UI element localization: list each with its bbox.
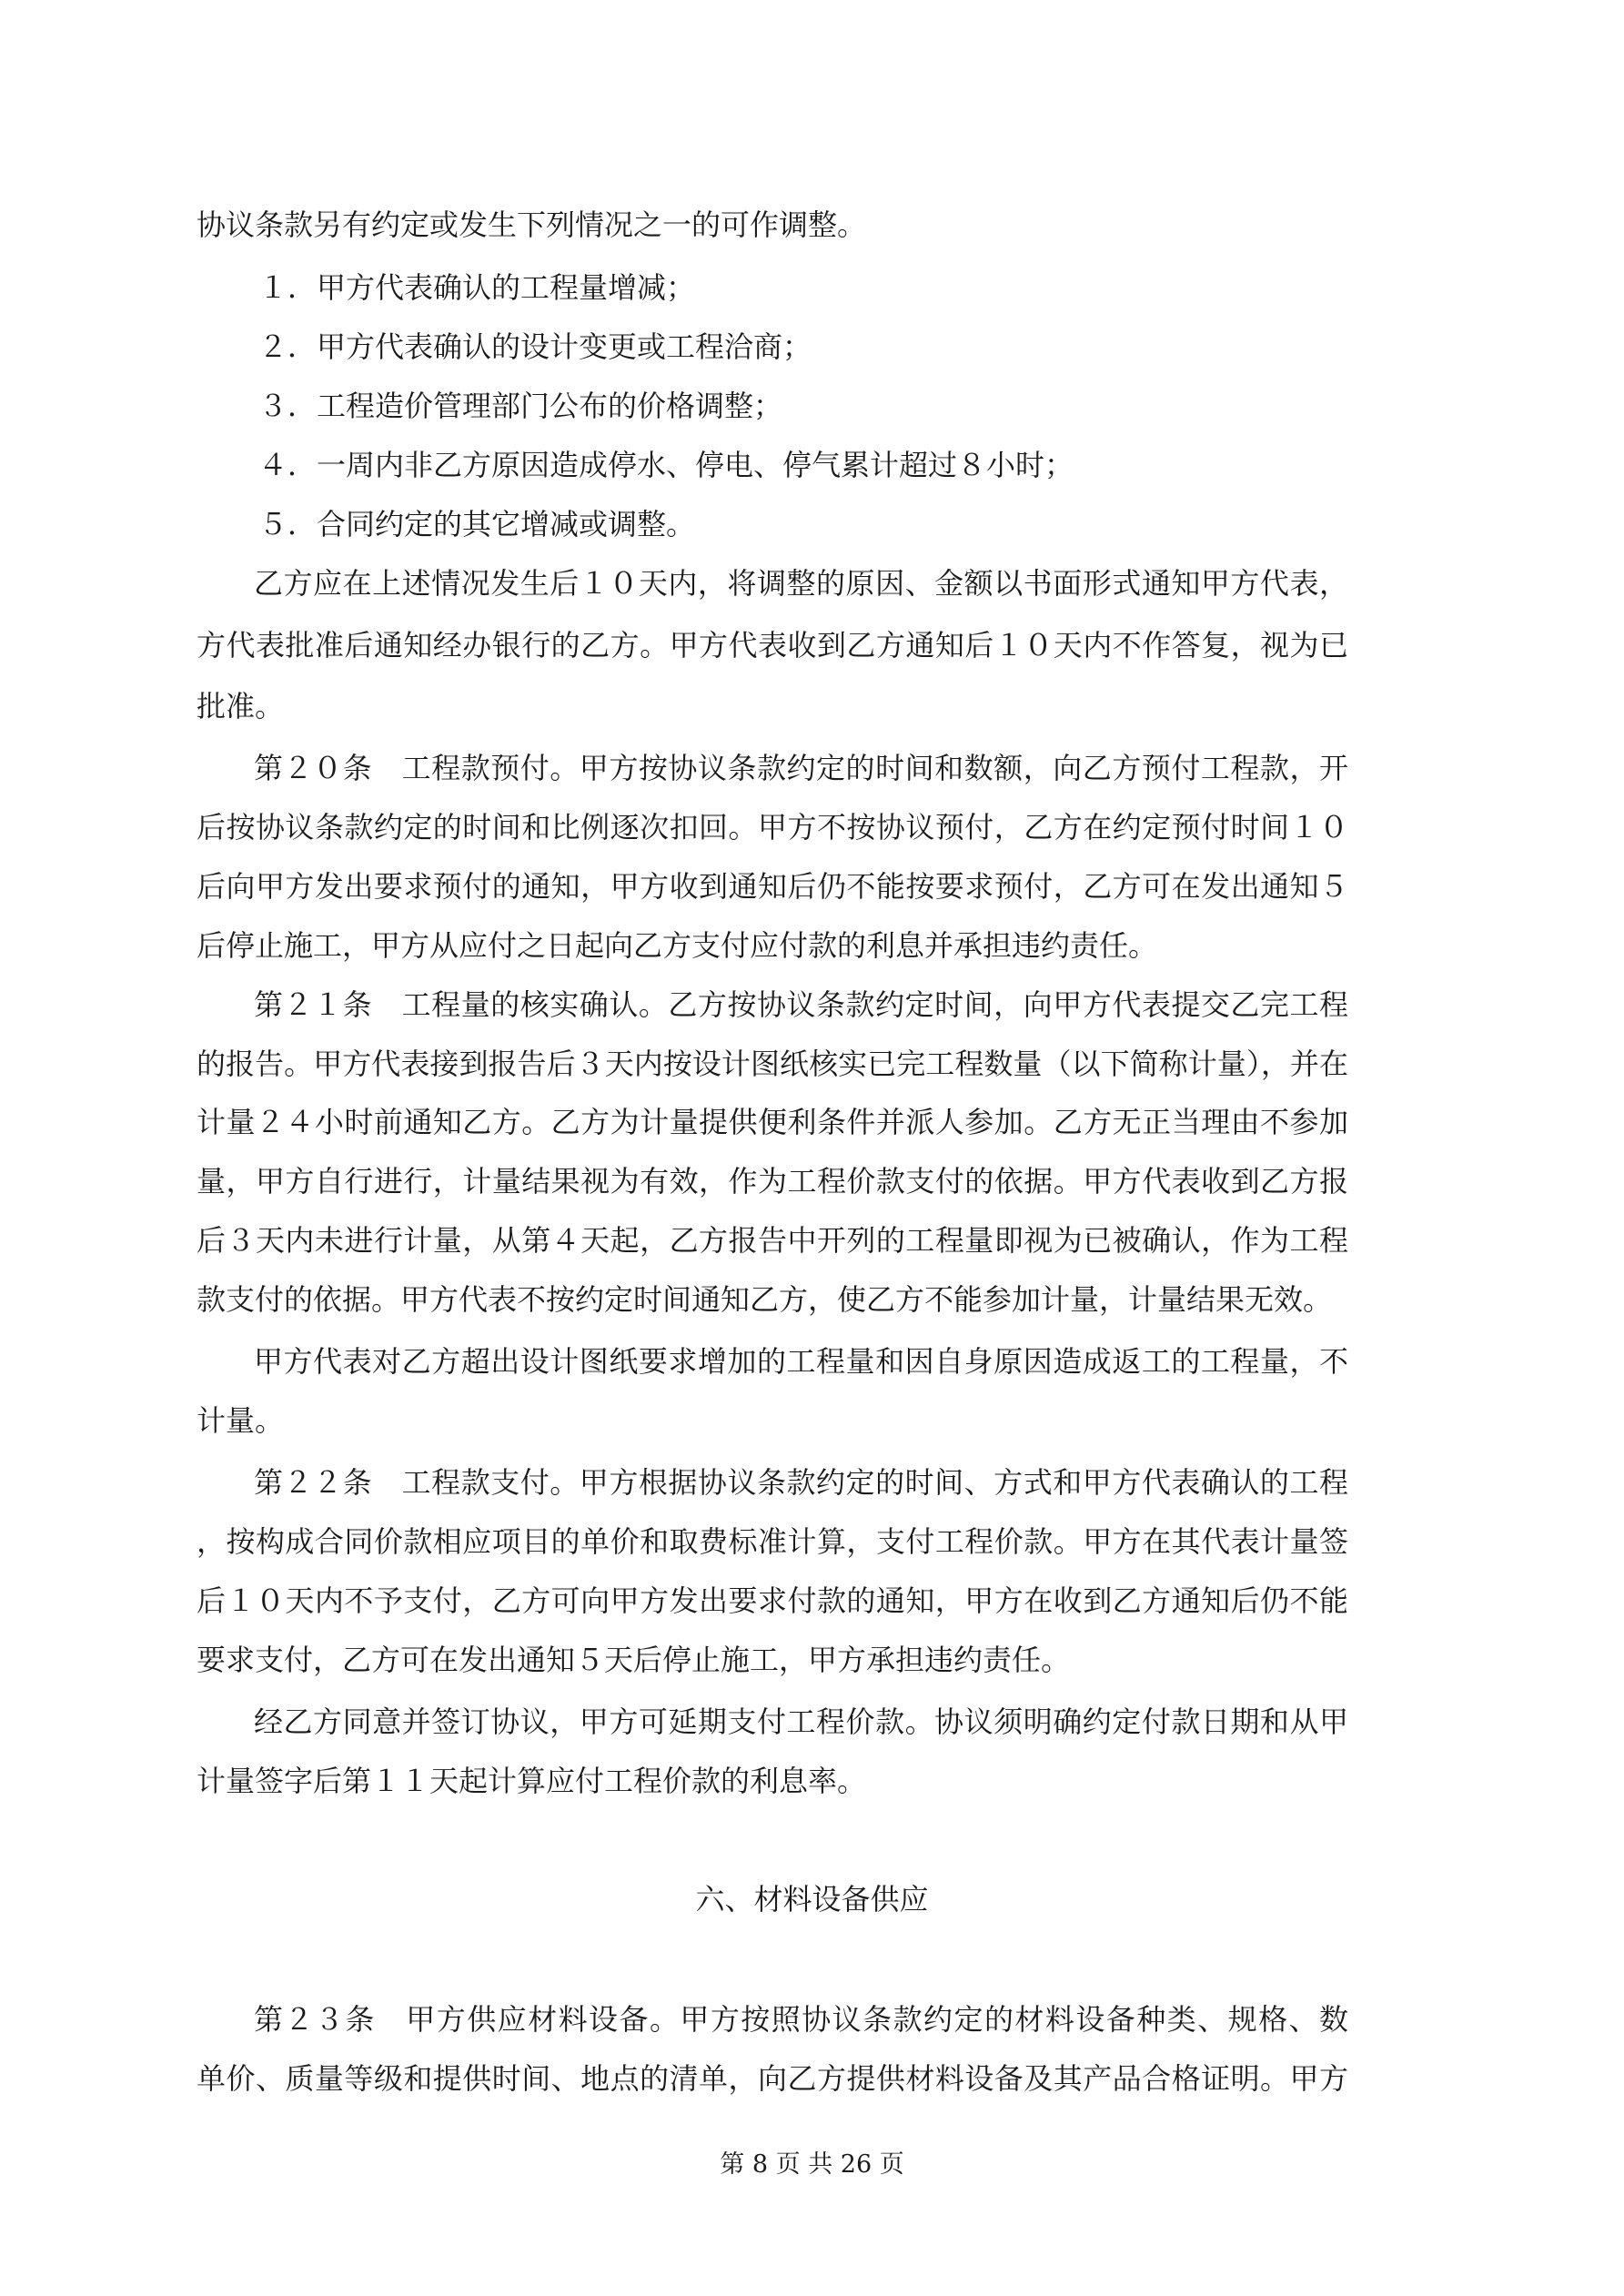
text-line: 第２０条 工程款预付。甲方按协议条款约定的时间和数额，向乙方预付工程款，开	[254, 751, 1348, 785]
text-line: 后３天内未进行计量，从第４天起，乙方报告中开列的工程量即视为已被确认，作为工程	[197, 1223, 1348, 1258]
list-item: ５．合同约定的其它增减或调整。	[258, 507, 696, 541]
text-line: 要求支付，乙方可在发出通知５天后停止施工，甲方承担违约责任。	[197, 1643, 1071, 1677]
text-line: ，按构成合同价款相应项目的单价和取费标准计算，支付工程价款。甲方在其代表计量签	[197, 1524, 1348, 1559]
text-line: 经乙方同意并签订协议，甲方可延期支付工程价款。协议须明确约定付款日期和从甲	[254, 1704, 1348, 1739]
text-line: 协议条款另有约定或发生下列情况之一的可作调整。	[197, 207, 867, 242]
text-line: 后向甲方发出要求预付的通知，甲方收到通知后仍不能按要求预付，乙方可在发出通知５	[197, 869, 1348, 904]
text-line: 计量签字后第１１天起计算应付工程价款的利息率。	[197, 1764, 867, 1798]
text-line: 第２１条 工程量的核实确认。乙方按协议条款约定时间，向甲方代表提交乙完工程	[254, 987, 1348, 1022]
text-line: 款支付的依据。甲方代表不按约定时间通知乙方，使乙方不能参加计量，计量结果无效。	[197, 1282, 1333, 1317]
text-line: 后按协议条款约定的时间和比例逐次扣回。甲方不按协议预付，乙方在约定预付时间１０	[197, 810, 1348, 845]
text-line: 甲方代表对乙方超出设计图纸要求增加的工程量和因自身原因造成返工的工程量，不	[254, 1344, 1348, 1379]
section-heading: 六、材料设备供应	[695, 1882, 929, 1917]
list-item: ４．一周内非乙方原因造成停水、停电、停气累计超过８小时；	[258, 448, 1074, 482]
text-line: 方代表批准后通知经办银行的乙方。甲方代表收到乙方通知后１０天内不作答复，视为已	[197, 628, 1348, 663]
text-line: 乙方应在上述情况发生后１０天内，将调整的原因、金额以书面形式通知甲方代表，	[254, 566, 1348, 601]
text-line: 的报告。甲方代表接到报告后３天内按设计图纸核实已完工程数量（以下简称计量），并在	[197, 1047, 1348, 1081]
text-line: 量，甲方自行进行，计量结果视为有效，作为工程价款支付的依据。甲方代表收到乙方报	[197, 1164, 1348, 1199]
text-line: 第２３条 甲方供应材料设备。甲方按照协议条款约定的材料设备种类、规格、数	[254, 2002, 1348, 2037]
page-footer: 第 8 页 共 26 页	[720, 2150, 904, 2179]
list-item: ２．甲方代表确认的设计变更或工程洽商；	[258, 329, 812, 364]
text-line: 第２２条 工程款支付。甲方根据协议条款约定的时间、方式和甲方代表确认的工程	[254, 1465, 1348, 1500]
text-line: 批准。	[197, 689, 285, 723]
text-line: 后１０天内不予支付，乙方可向甲方发出要求付款的通知，甲方在收到乙方通知后仍不能	[197, 1583, 1348, 1618]
list-item: ３．工程造价管理部门公布的价格调整；	[258, 389, 783, 423]
text-line: 后停止施工，甲方从应付之日起向乙方支付应付款的利息并承担违约责任。	[197, 928, 1158, 963]
text-line: 计量。	[197, 1403, 285, 1438]
text-line: 计量２４小时前通知乙方。乙方为计量提供便利条件并派人参加。乙方无正当理由不参加	[197, 1105, 1348, 1139]
text-line: 单价、质量等级和提供时间、地点的清单，向乙方提供材料设备及其产品合格证明。甲方	[197, 2061, 1348, 2096]
list-item: １．甲方代表确认的工程量增减；	[258, 270, 696, 305]
